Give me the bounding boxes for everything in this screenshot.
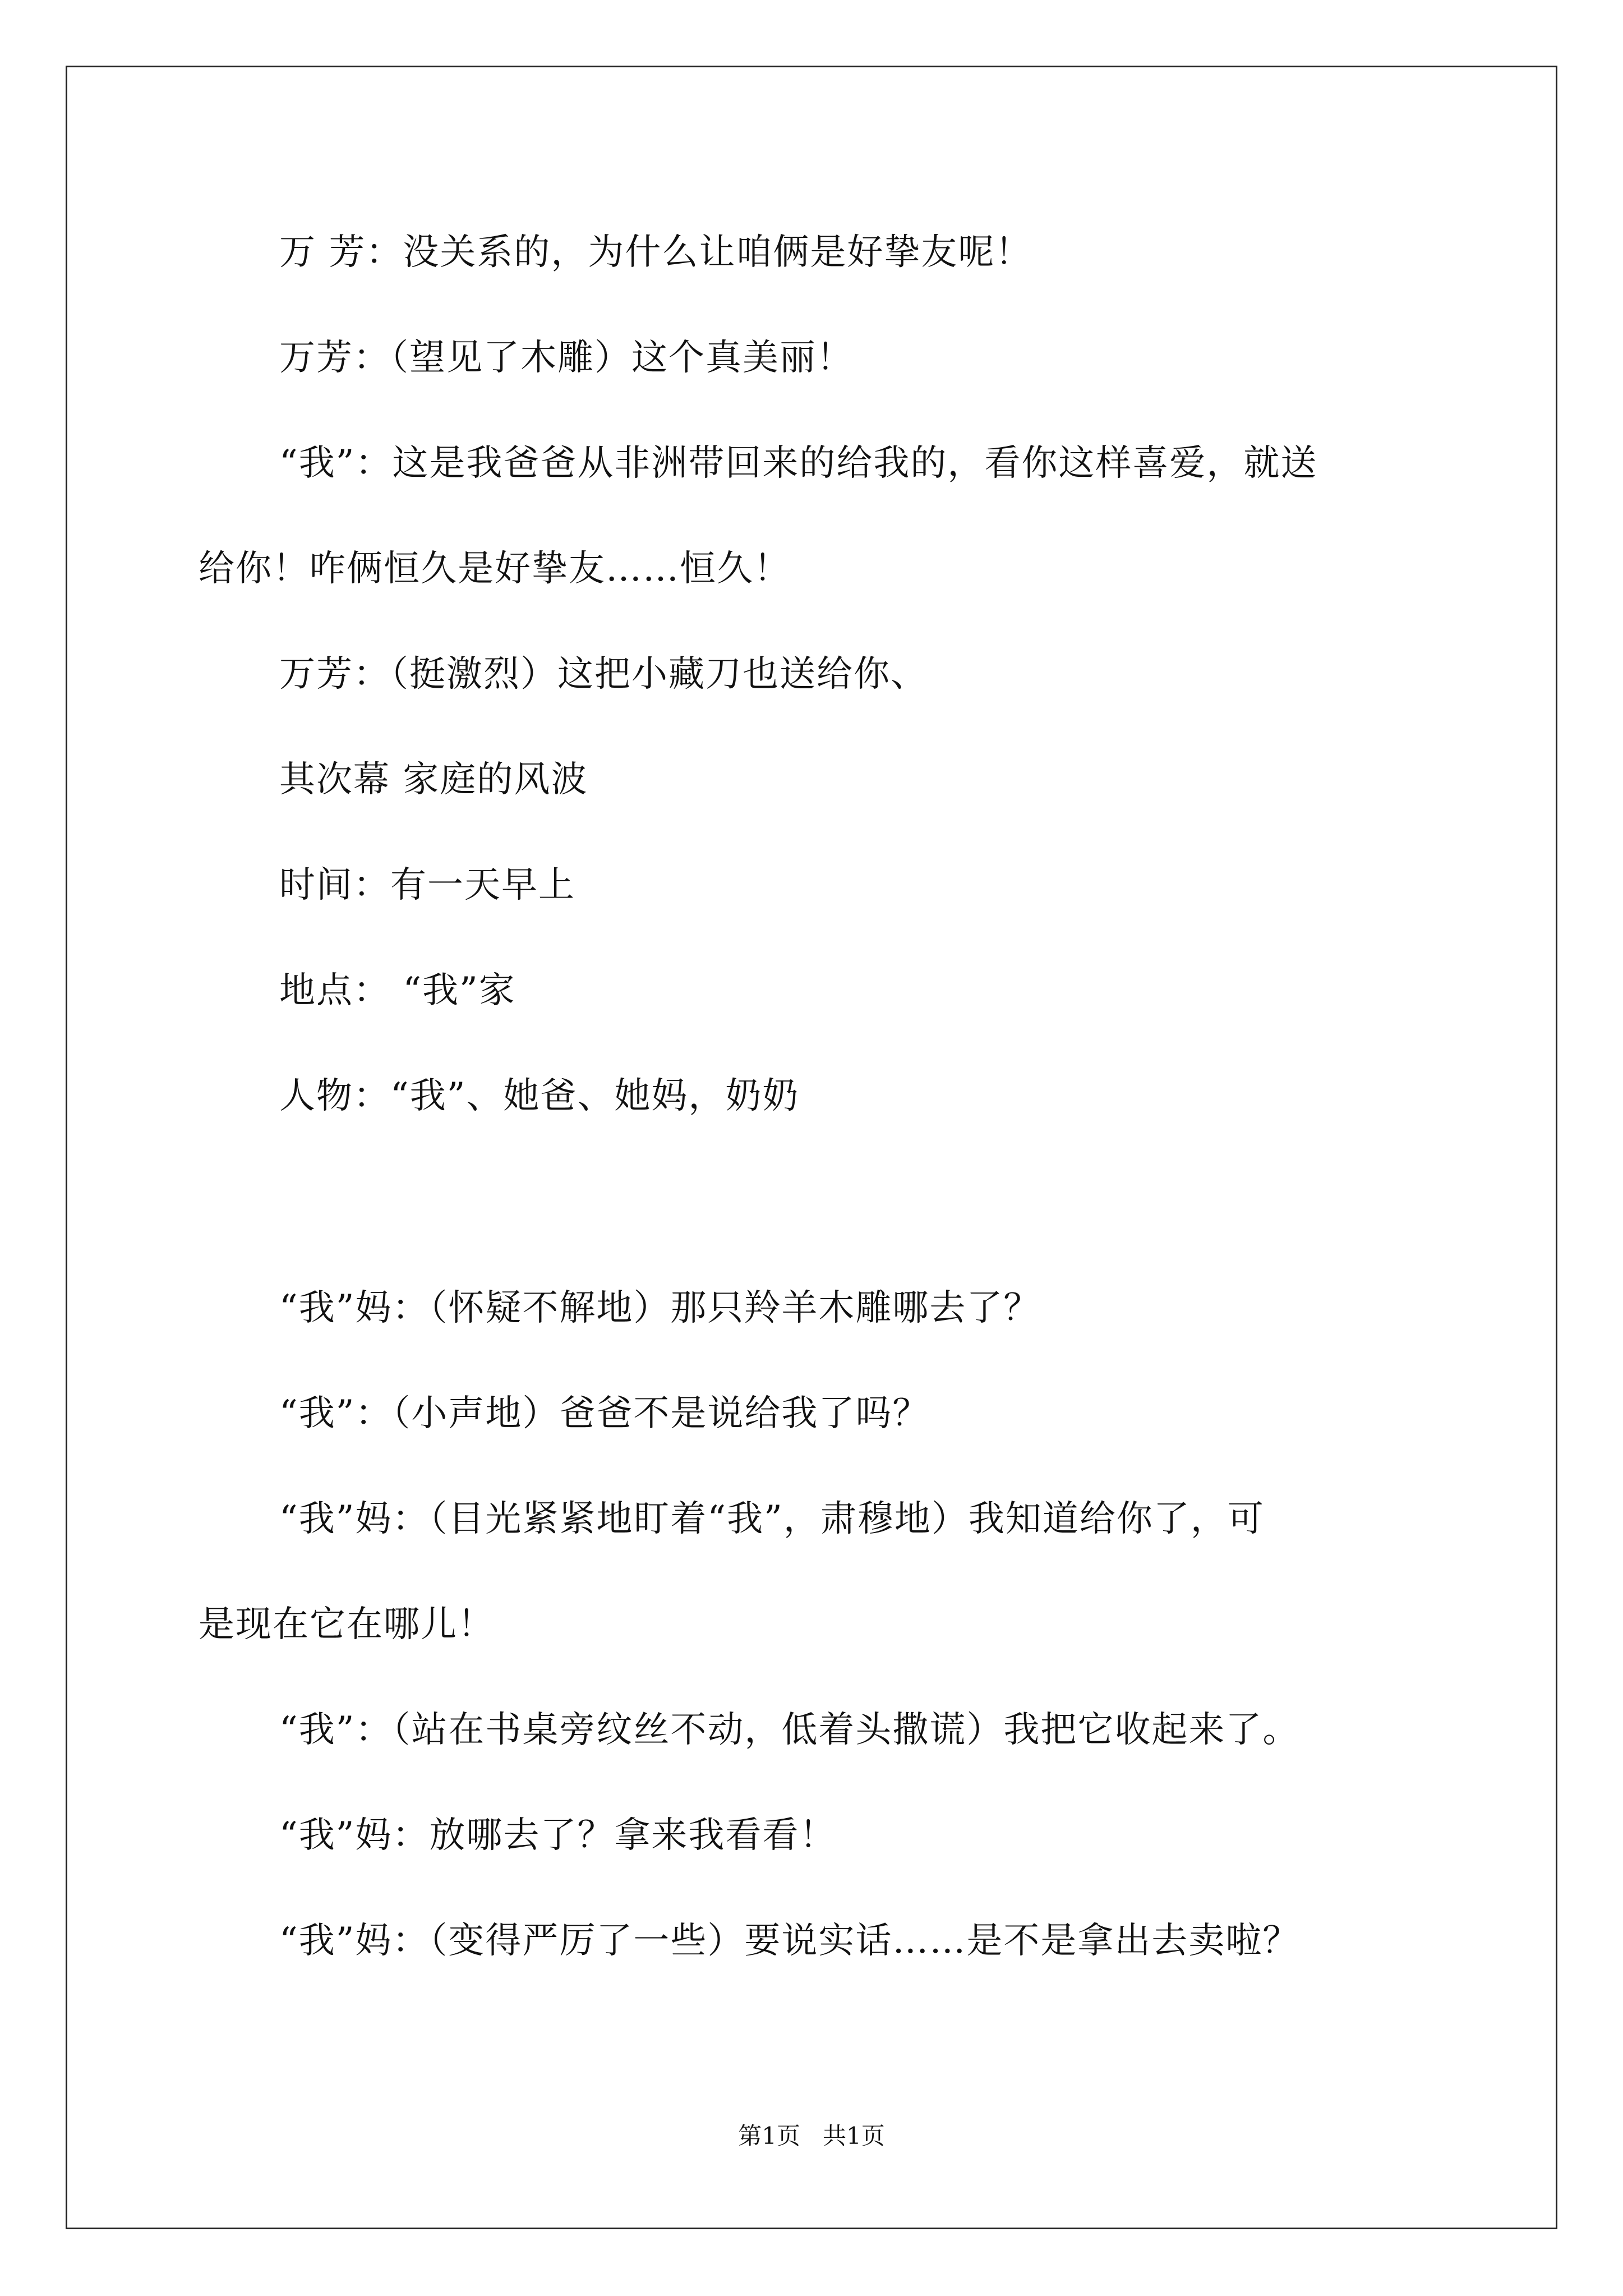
dialogue-line: 万 芳：没关系的，为什么让咱俩是好挚友呢！ [279, 232, 1032, 273]
dialogue-line: 万芳：（挺激烈）这把小藏刀也送给你、 [279, 654, 928, 695]
dialogue-line: “我”妈：（目光紧紧地盯着“我”，肃穆地）我知道给你了，可 [279, 1498, 1265, 1540]
dialogue-line-continued: 给你！咋俩恒久是好挚友……恒久！ [199, 548, 791, 590]
page-border [66, 66, 1557, 2229]
dialogue-line: “我”：（站在书桌旁纹丝不动，低着头撒谎）我把它收起来了。 [279, 1709, 1300, 1751]
page-number-footer: 第1页 共1页 [738, 2122, 885, 2150]
dialogue-line: “我”：（小声地）爸爸不是说给我了吗？ [279, 1393, 930, 1434]
dialogue-line: “我”：这是我爸爸从非洲带回来的给我的，看你这样喜爱，就送 [279, 443, 1318, 484]
dialogue-line-continued: 是现在它在哪儿！ [199, 1604, 495, 1645]
dialogue-line: “我”妈：（变得严厉了一些）要说实话……是不是拿出去卖啦？ [279, 1920, 1300, 1962]
dialogue-line: 万芳：（望见了木雕）这个真美丽！ [279, 337, 854, 379]
scene-location: 地点： “我”家 [279, 970, 516, 1011]
scene-characters: 人物：“我”、她爸、她妈，奶奶 [279, 1075, 800, 1117]
dialogue-line: “我”妈：放哪去了？拿来我看看！ [279, 1815, 837, 1856]
scene-time: 时间：有一天早上 [279, 864, 575, 906]
scene-heading: 其次幕 家庭的风波 [279, 759, 588, 800]
dialogue-line: “我”妈：（怀疑不解地）那只羚羊木雕哪去了？ [279, 1287, 1041, 1329]
